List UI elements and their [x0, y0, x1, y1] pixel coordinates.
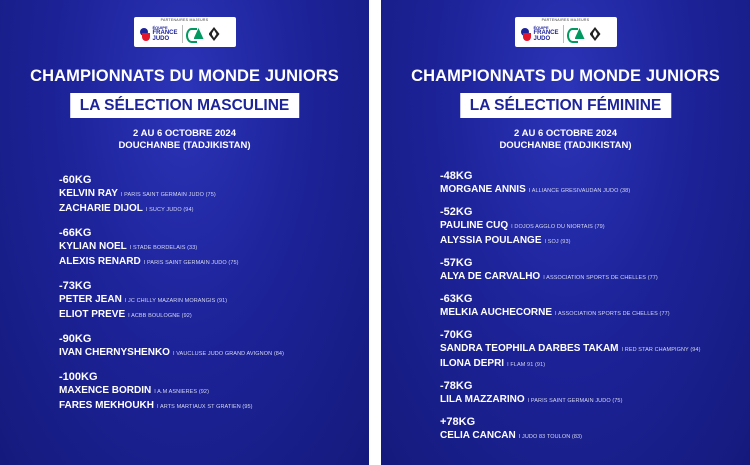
selection-banner: LA SÉLECTION FÉMININE	[460, 93, 671, 118]
athlete-name: IVAN CHERNYSHENKO	[59, 347, 170, 358]
weight-category-label: -66KG	[59, 227, 92, 239]
athlete-row	[59, 254, 369, 269]
athlete-row	[59, 239, 369, 254]
event-location: DOUCHANBE (TADJIKISTAN)	[118, 140, 251, 151]
weight-category-label: -78KG	[440, 380, 473, 392]
renault-logo-icon	[209, 27, 220, 41]
athlete-name: MORGANE ANNIS	[440, 184, 526, 195]
athlete-row	[440, 233, 750, 248]
weight-category-label: -90KG	[59, 333, 92, 345]
athlete-name: PETER JEAN	[59, 294, 122, 305]
athlete-row	[440, 218, 750, 233]
athlete-row	[59, 201, 369, 216]
logo-wordmark: ÉQUIPE FRANCE JUDO	[152, 25, 178, 42]
credit-agricole-logo-icon	[567, 27, 587, 41]
athlete-name: ILONA DEPRI	[440, 358, 505, 369]
athlete-club: I DOJOS AGGLO DU NIORTAIS (79)	[511, 224, 605, 230]
athlete-club: I ACBB BOULOGNE (92)	[128, 313, 192, 319]
weight-category	[59, 227, 369, 269]
weight-category	[440, 329, 750, 371]
weight-category-label: -70KG	[440, 329, 473, 341]
athlete-row	[440, 341, 750, 356]
page-title: CHAMPIONNATS DU MONDE JUNIORS	[30, 67, 339, 85]
athlete-name: ALYA DE CARVALHO	[440, 271, 541, 282]
athlete-row	[59, 186, 369, 201]
athlete-row	[59, 398, 369, 413]
athlete-row	[440, 182, 750, 197]
weight-category-label: -60KG	[59, 174, 92, 186]
athlete-club: I SOJ (93)	[544, 239, 571, 245]
weight-category	[440, 170, 750, 197]
athlete-name: KYLIAN NOEL	[59, 241, 127, 252]
logo-wordmark: ÉQUIPE FRANCE JUDO	[533, 25, 559, 42]
athlete-name: ELIOT PREVE	[59, 309, 126, 320]
athlete-club: I A.M ASNIERES (92)	[154, 389, 210, 395]
athlete-name: ZACHARIE DIJOL	[59, 203, 143, 214]
athlete-club: I STADE BORDELAIS (33)	[129, 245, 198, 251]
athlete-club: I PARIS SAINT GERMAIN JUDO (75)	[120, 192, 216, 198]
athlete-name: ALEXIS RENARD	[59, 256, 141, 267]
athlete-name: KELVIN RAY	[59, 188, 118, 199]
athlete-club: I SUCY JUDO (94)	[145, 207, 194, 213]
judo-emblem-icon	[140, 28, 151, 41]
athlete-row	[440, 392, 750, 407]
athlete-list	[0, 174, 369, 424]
weight-category-label: -52KG	[440, 206, 473, 218]
page-title: CHAMPIONNATS DU MONDE JUNIORS	[411, 67, 720, 85]
athlete-club: I FLAM 91 (91)	[507, 362, 546, 368]
athlete-name: LILA MAZZARINO	[440, 394, 525, 405]
athlete-row	[59, 345, 369, 360]
athlete-club: I ASSOCIATION SPORTS DE CHELLES (77)	[543, 275, 658, 281]
athlete-name: CELIA CANCAN	[440, 430, 516, 441]
athlete-list	[381, 170, 750, 452]
women-selection-panel	[381, 0, 750, 465]
athlete-club: I PARIS SAINT GERMAIN JUDO (75)	[143, 260, 239, 266]
athlete-name: MELKIA AUCHECORNE	[440, 307, 553, 318]
logo-divider	[563, 25, 564, 43]
athlete-name: FARES MEKHOUKH	[59, 400, 155, 411]
men-selection-panel	[0, 0, 369, 465]
athlete-row	[59, 383, 369, 398]
athlete-row	[59, 292, 369, 307]
federation-sponsor-logo	[515, 17, 617, 47]
athlete-name: ALYSSIA POULANGE	[440, 235, 542, 246]
athlete-club: I RED STAR CHAMPIGNY (94)	[621, 347, 701, 353]
weight-category-label: -48KG	[440, 170, 473, 182]
athlete-row	[440, 305, 750, 320]
weight-category-label: -63KG	[440, 293, 473, 305]
weight-category-label: -73KG	[59, 280, 92, 292]
weight-category-label: +78KG	[440, 416, 476, 428]
athlete-club: I VAUCLUSE JUDO GRAND AVIGNON (84)	[172, 351, 285, 357]
event-date: 2 AU 6 OCTOBRE 2024	[133, 128, 236, 139]
federation-sponsor-logo	[134, 17, 236, 47]
credit-agricole-logo-icon	[186, 27, 206, 41]
weight-category	[440, 257, 750, 284]
athlete-club: I ASSOCIATION SPORTS DE CHELLES (77)	[555, 311, 670, 317]
athlete-row	[440, 269, 750, 284]
event-location: DOUCHANBE (TADJIKISTAN)	[499, 140, 632, 151]
weight-category-label: -57KG	[440, 257, 473, 269]
athlete-row	[440, 356, 750, 371]
weight-category	[59, 280, 369, 322]
athlete-club: I JUDO 83 TOULON (83)	[518, 434, 583, 440]
athlete-name: SANDRA TEOPHILA DARBES TAKAM	[440, 343, 619, 354]
weight-category	[440, 416, 750, 443]
event-date: 2 AU 6 OCTOBRE 2024	[514, 128, 617, 139]
athlete-club: I PARIS SAINT GERMAIN JUDO (75)	[527, 398, 623, 404]
selection-banner: LA SÉLECTION MASCULINE	[70, 93, 300, 118]
weight-category	[440, 380, 750, 407]
weight-category	[59, 371, 369, 413]
logo-tagline: PARTENAIRES MAJEURS	[541, 18, 590, 22]
athlete-club: I JC CHILLY MAZARIN MORANGIS (91)	[124, 298, 228, 304]
athlete-row	[440, 428, 750, 443]
judo-emblem-icon	[521, 28, 532, 41]
weight-category-label: -100KG	[59, 371, 98, 383]
logo-divider	[182, 25, 183, 43]
athlete-name: PAULINE CUQ	[440, 220, 509, 231]
logo-tagline: PARTENAIRES MAJEURS	[160, 18, 209, 22]
weight-category	[59, 174, 369, 216]
athlete-row	[59, 307, 369, 322]
athlete-club: I ARTS MARTIAUX ST GRATIEN (95)	[157, 404, 253, 410]
weight-category	[440, 293, 750, 320]
athlete-club: I ALLIANCE GRESIVAUDAN JUDO (38)	[528, 188, 631, 194]
renault-logo-icon	[590, 27, 601, 41]
weight-category	[59, 333, 369, 360]
weight-category	[440, 206, 750, 248]
athlete-name: MAXENCE BORDIN	[59, 385, 152, 396]
